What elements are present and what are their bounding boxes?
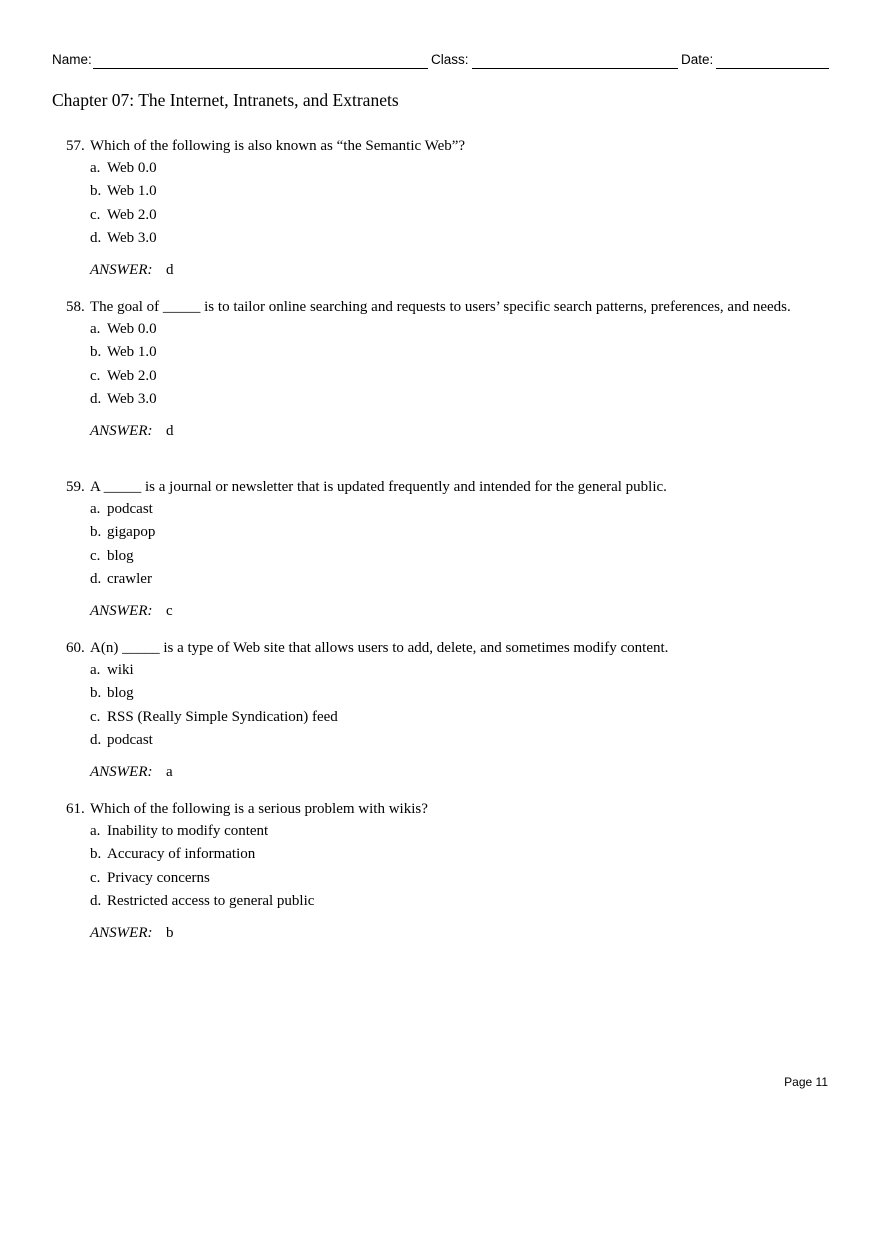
class-label: Class: (431, 52, 469, 67)
option-letter: d. (90, 230, 102, 247)
option-letter: a. (90, 159, 101, 176)
option-d (90, 388, 806, 412)
option-letter: a. (90, 320, 101, 337)
student-info-header (52, 52, 829, 72)
option-letter: d. (90, 571, 102, 588)
option-letter: d. (90, 732, 102, 749)
page-number: Page 11 (784, 1075, 828, 1089)
option-text: podcast (107, 732, 153, 749)
option-d (90, 729, 806, 753)
option-c (90, 203, 806, 227)
name-label: Name: (52, 52, 92, 67)
question-59 (66, 477, 806, 621)
question-61 (66, 799, 806, 943)
option-letter: b. (90, 344, 102, 361)
answer-label: ANSWER: (90, 764, 153, 780)
option-b (90, 341, 806, 365)
name-blank-line (93, 68, 428, 69)
option-d (90, 568, 806, 592)
question-text: Which of the following is also known as “the Semantic Web”? (90, 138, 466, 154)
option-text: Web 0.0 (107, 320, 157, 337)
question-60 (66, 638, 806, 782)
option-letter: c. (90, 547, 101, 564)
option-letter: c. (90, 869, 101, 886)
answer-line (90, 260, 806, 280)
date-label: Date: (681, 52, 714, 67)
answer-line (90, 421, 806, 441)
question-number: 58. (66, 299, 85, 315)
question-58 (66, 297, 806, 441)
option-a (90, 156, 806, 180)
option-text: wiki (107, 661, 134, 678)
option-text: Privacy concerns (107, 869, 210, 886)
answer-label: ANSWER: (90, 262, 153, 278)
option-text: Web 0.0 (107, 159, 157, 176)
option-text: Inability to modify content (107, 822, 269, 839)
option-letter: a. (90, 661, 101, 678)
question-number: 57. (66, 138, 85, 154)
option-letter: c. (90, 708, 101, 725)
answer-options (90, 497, 806, 591)
option-c (90, 705, 806, 729)
option-letter: d. (90, 391, 102, 408)
option-letter: c. (90, 367, 101, 384)
option-text: crawler (107, 571, 152, 588)
option-letter: b. (90, 524, 102, 541)
question-text: A(n) _____ is a type of Web site that allows users to add, delete, and sometimes modify content. (90, 640, 669, 656)
option-c (90, 544, 806, 568)
answer-value: a (166, 764, 173, 780)
option-text: Web 3.0 (107, 230, 157, 247)
option-text: Accuracy of information (107, 846, 256, 863)
option-c (90, 866, 806, 890)
answer-value: d (166, 262, 174, 278)
answer-label: ANSWER: (90, 603, 153, 619)
option-text: gigapop (107, 524, 156, 541)
question-57 (66, 136, 806, 280)
answer-options (90, 317, 806, 411)
question-text: Which of the following is a serious problem with wikis? (90, 801, 428, 817)
option-text: RSS (Really Simple Syndication) feed (107, 708, 338, 725)
answer-label: ANSWER: (90, 423, 153, 439)
option-b (90, 521, 806, 545)
option-text: Web 2.0 (107, 367, 157, 384)
chapter-title: Chapter 07: The Internet, Intranets, and Extranets (52, 90, 399, 110)
answer-value: c (166, 603, 173, 619)
option-b (90, 180, 806, 204)
answer-options (90, 819, 806, 913)
option-text: podcast (107, 500, 153, 517)
option-a (90, 317, 806, 341)
option-letter: d. (90, 893, 102, 910)
option-d (90, 227, 806, 251)
option-letter: a. (90, 500, 101, 517)
question-number: 59. (66, 479, 85, 495)
option-letter: a. (90, 822, 101, 839)
answer-label: ANSWER: (90, 925, 153, 941)
option-text: Web 3.0 (107, 391, 157, 408)
question-text: The goal of _____ is to tailor online searching and requests to users’ specific search patterns, preferences, and needs. (90, 299, 791, 315)
option-text: blog (107, 685, 134, 702)
option-text: Restricted access to general public (107, 893, 315, 910)
option-text: Web 1.0 (107, 183, 157, 200)
option-text: Web 1.0 (107, 344, 157, 361)
option-text: blog (107, 547, 134, 564)
option-c (90, 364, 806, 388)
option-letter: b. (90, 846, 102, 863)
answer-line (90, 923, 806, 943)
option-text: Web 2.0 (107, 206, 157, 223)
answer-line (90, 762, 806, 782)
option-b (90, 682, 806, 706)
option-letter: b. (90, 183, 102, 200)
option-b (90, 843, 806, 867)
option-a (90, 658, 806, 682)
answer-line (90, 601, 806, 621)
answer-options (90, 658, 806, 752)
date-blank-line (716, 68, 829, 69)
class-blank-line (472, 68, 678, 69)
option-d (90, 890, 806, 914)
question-number: 60. (66, 640, 85, 656)
question-number: 61. (66, 801, 85, 817)
option-a (90, 497, 806, 521)
option-a (90, 819, 806, 843)
question-text: A _____ is a journal or newsletter that is updated frequently and intended for the general public. (90, 479, 667, 495)
option-letter: c. (90, 206, 101, 223)
answer-value: d (166, 423, 174, 439)
answer-options (90, 156, 806, 250)
answer-value: b (166, 925, 174, 941)
option-letter: b. (90, 685, 102, 702)
